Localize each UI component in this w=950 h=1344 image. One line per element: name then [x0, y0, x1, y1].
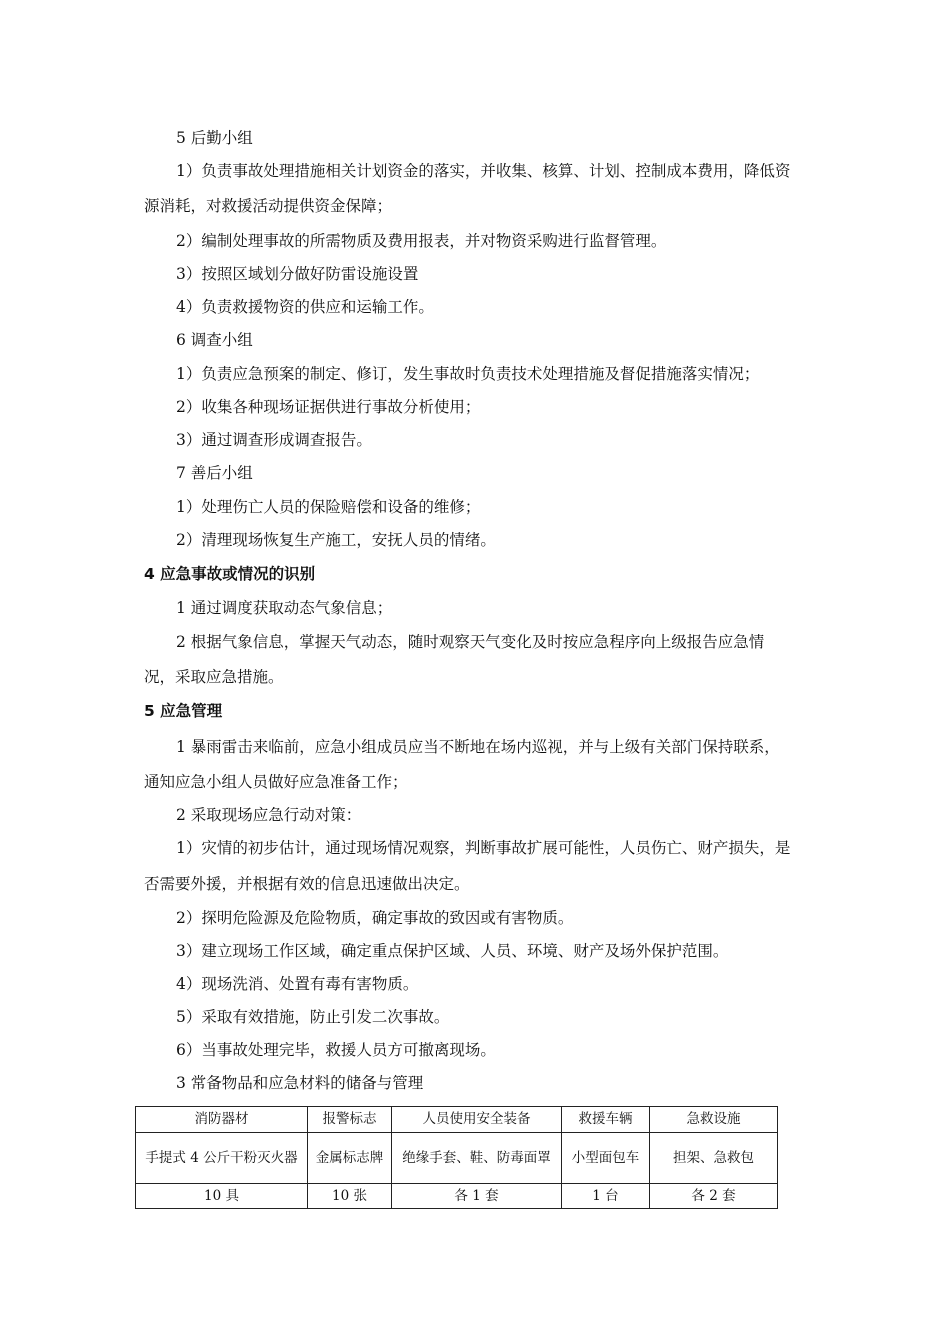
- emergency-supplies-table: [135, 1106, 778, 1209]
- table-cell: 10 张: [308, 1184, 392, 1209]
- paragraph-line: 2）编制处理事故的所需物质及费用报表，并对物资采购进行监督管理。: [176, 232, 667, 250]
- table-cell: 金属标志牌: [308, 1133, 392, 1184]
- paragraph-line: 3）通过调查形成调查报告。: [176, 431, 372, 449]
- paragraph-line: 2）收集各种现场证据供进行事故分析使用；: [176, 398, 481, 416]
- table-header-cell: 报警标志: [308, 1107, 392, 1133]
- paragraph-line: 3）按照区域划分做好防雷设施设置: [176, 265, 419, 283]
- paragraph-line: 1）负责应急预案的制定、修订，发生事故时负责技术处理措施及督促措施落实情况；: [176, 365, 760, 383]
- table-header-row: [136, 1107, 778, 1133]
- paragraph-line: 否需要外援，并根据有效的信息迅速做出决定。: [144, 875, 470, 893]
- paragraph-line: 2）探明危险源及危险物质，确定事故的致因或有害物质。: [176, 909, 574, 927]
- table-row: [136, 1184, 778, 1209]
- paragraph-line: 6）当事故处理完毕，救援人员方可撤离现场。: [176, 1041, 496, 1059]
- paragraph-line: 2 根据气象信息，掌握天气动态，随时观察天气变化及时按应急程序向上级报告应急情: [176, 633, 765, 651]
- table-header-cell: 急救设施: [650, 1107, 778, 1133]
- table-cell: 各 1 套: [392, 1184, 562, 1209]
- table-caption: 3 常备物品和应急材料的储备与管理: [176, 1074, 424, 1092]
- paragraph-line: 1）负责事故处理措施相关计划资金的落实，并收集、核算、计划、控制成本费用，降低资: [176, 162, 791, 180]
- table-cell: 手提式 4 公斤干粉灭火器: [136, 1133, 308, 1184]
- table-header-cell: 人员使用安全装备: [392, 1107, 562, 1133]
- section-title-logistics: 5 后勤小组: [176, 129, 253, 147]
- paragraph-line: 2 采取现场应急行动对策：: [176, 806, 362, 824]
- section-title-aftermath: 7 善后小组: [176, 464, 253, 482]
- paragraph-line: 3）建立现场工作区域，确定重点保护区域、人员、环境、财产及场外保护范围。: [176, 942, 729, 960]
- heading-identification: 4 应急事故或情况的识别: [144, 565, 316, 583]
- table-cell: 小型面包车: [562, 1133, 650, 1184]
- table-cell: 绝缘手套、鞋、防毒面罩: [392, 1133, 562, 1184]
- table-cell: 担架、急救包: [650, 1133, 778, 1184]
- section-title-investigation: 6 调查小组: [176, 331, 253, 349]
- heading-management: 5 应急管理: [144, 702, 223, 720]
- paragraph-line: 4）负责救援物资的供应和运输工作。: [176, 298, 434, 316]
- paragraph-line: 源消耗，对救援活动提供资金保障；: [144, 197, 393, 215]
- table-cell: 各 2 套: [650, 1184, 778, 1209]
- paragraph-line: 4）现场洗消、处置有毒有害物质。: [176, 975, 419, 993]
- table-row: [136, 1133, 778, 1184]
- paragraph-line: 1）灾情的初步估计，通过现场情况观察，判断事故扩展可能性，人员伤亡、财产损失，是: [176, 839, 791, 857]
- paragraph-line: 2）清理现场恢复生产施工，安抚人员的情绪。: [176, 531, 496, 549]
- paragraph-line: 1 通过调度获取动态气象信息；: [176, 599, 393, 617]
- table-cell: 1 台: [562, 1184, 650, 1209]
- table-header-cell: 消防器材: [136, 1107, 308, 1133]
- table-cell: 10 具: [136, 1184, 308, 1209]
- paragraph-line: 况，采取应急措施。: [144, 668, 284, 686]
- paragraph-line: 5）采取有效措施，防止引发二次事故。: [176, 1008, 450, 1026]
- paragraph-line: 1）处理伤亡人员的保险赔偿和设备的维修；: [176, 498, 481, 516]
- table-header-cell: 救援车辆: [562, 1107, 650, 1133]
- paragraph-line: 通知应急小组人员做好应急准备工作；: [144, 773, 408, 791]
- paragraph-line: 1 暴雨雷击来临前，应急小组成员应当不断地在场内巡视，并与上级有关部门保持联系，: [176, 738, 780, 756]
